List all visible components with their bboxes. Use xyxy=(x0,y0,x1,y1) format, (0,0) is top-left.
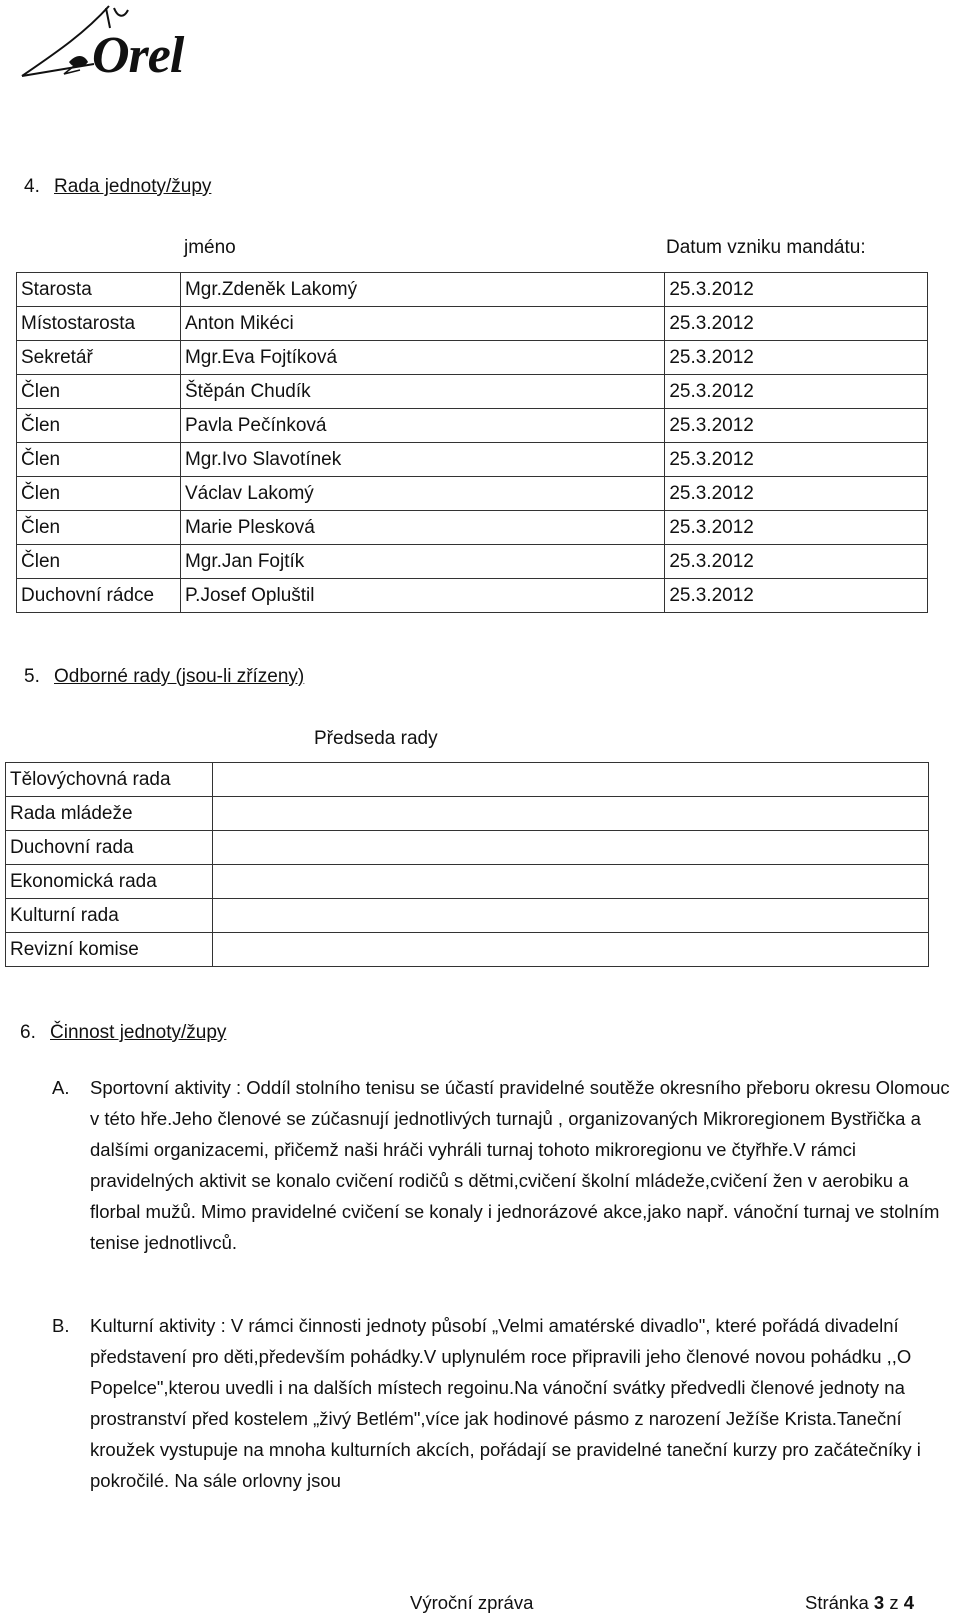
odborne-table xyxy=(5,762,929,967)
table-row xyxy=(17,375,928,409)
section-heading-odborne xyxy=(24,666,304,688)
cell-name: Mgr.Eva Fojtíková xyxy=(180,341,664,375)
table-row xyxy=(6,763,929,797)
cell-role: Člen xyxy=(17,409,181,443)
cell-role: Člen xyxy=(17,511,181,545)
cell-rada: Tělovýchovná rada xyxy=(6,763,213,797)
table-row xyxy=(6,865,929,899)
table-row xyxy=(17,341,928,375)
cell-date: 25.3.2012 xyxy=(665,443,928,477)
page-prefix: Stránka xyxy=(805,1592,869,1613)
cell-date: 25.3.2012 xyxy=(665,579,928,613)
cell-name: P.Josef Opluštil xyxy=(180,579,664,613)
cell-date: 25.3.2012 xyxy=(665,341,928,375)
page-number xyxy=(805,1592,914,1614)
table-row xyxy=(17,307,928,341)
cell-date: 25.3.2012 xyxy=(665,409,928,443)
cell-predseda xyxy=(212,763,928,797)
cell-role: Člen xyxy=(17,545,181,579)
orel-logo xyxy=(14,4,264,84)
activity-text: Sportovní aktivity : Oddíl stolního tenisu se účastí pravidelné soutěže okresního přeboru okresu Olomouc v této hře.Jeho členové se zúčasnují jednotlivých turnajů , organizovaných Mikroregionem Bystřička a dalšími organizacemi, přičemž naši hráči vyhráli turnaj tohoto mikroregionu ve čtyřhře.V rámci pravidelných aktivit se konalo cvičení rodičů s dětmi,cvičení školní mládeže,cvičení žen v aerobiku a florbal mužů. Mimo pravidelné cvičení se konaly i jednorázové akce,jako např. vánoční turnaj ve stolním tenise jednotlivců. xyxy=(90,1077,950,1253)
section-title: Činnost jednoty/župy xyxy=(50,1022,227,1043)
cell-name: Anton Mikéci xyxy=(180,307,664,341)
activity-label: A. xyxy=(52,1077,70,1098)
section-heading-cinnost xyxy=(20,1022,226,1044)
cell-role: Člen xyxy=(17,375,181,409)
table-row xyxy=(17,579,928,613)
cell-name: Mgr.Jan Fojtík xyxy=(180,545,664,579)
logo-wordmark: Orel xyxy=(92,27,184,84)
column-header-name: jméno xyxy=(184,237,236,258)
cell-date: 25.3.2012 xyxy=(665,375,928,409)
cell-rada: Ekonomická rada xyxy=(6,865,213,899)
table-row xyxy=(17,409,928,443)
cell-predseda xyxy=(212,933,928,967)
table-row xyxy=(6,797,929,831)
footer-title: Výroční zpráva xyxy=(410,1592,534,1613)
cell-name: Václav Lakomý xyxy=(180,477,664,511)
cell-name: Mgr.Ivo Slavotínek xyxy=(180,443,664,477)
cell-rada: Kulturní rada xyxy=(6,899,213,933)
cell-role: Starosta xyxy=(17,273,181,307)
activity-a xyxy=(52,1072,952,1258)
cell-date: 25.3.2012 xyxy=(665,545,928,579)
cell-name: Štěpán Chudík xyxy=(180,375,664,409)
cell-role: Sekretář xyxy=(17,341,181,375)
table-row xyxy=(17,443,928,477)
table-row xyxy=(17,545,928,579)
rada-table xyxy=(16,272,928,613)
section-title: Rada jednoty/župy xyxy=(54,176,212,197)
section-title: Odborné rady (jsou-li zřízeny) xyxy=(54,666,305,687)
cell-predseda xyxy=(212,831,928,865)
cell-role: Místostarosta xyxy=(17,307,181,341)
section-number: 4. xyxy=(24,176,40,197)
cell-date: 25.3.2012 xyxy=(665,477,928,511)
page-total: 4 xyxy=(903,1592,915,1613)
cell-role: Člen xyxy=(17,477,181,511)
cell-role: Člen xyxy=(17,443,181,477)
cell-date: 25.3.2012 xyxy=(665,273,928,307)
cell-rada: Revizní komise xyxy=(6,933,213,967)
activity-label: B. xyxy=(52,1315,70,1336)
column-header-date: Datum vzniku mandátu: xyxy=(666,237,866,258)
activity-b xyxy=(52,1310,952,1496)
page-separator: z xyxy=(889,1592,899,1613)
column-header-predseda: Předseda rady xyxy=(314,728,438,749)
cell-date: 25.3.2012 xyxy=(665,511,928,545)
cell-predseda xyxy=(212,797,928,831)
section-number: 5. xyxy=(24,666,40,687)
table-row xyxy=(6,933,929,967)
cell-name: Pavla Pečínková xyxy=(180,409,664,443)
cell-date: 25.3.2012 xyxy=(665,307,928,341)
page-current: 3 xyxy=(873,1592,885,1613)
table-row xyxy=(6,831,929,865)
table-row xyxy=(17,477,928,511)
cell-predseda xyxy=(212,899,928,933)
section-number: 6. xyxy=(20,1022,36,1043)
cell-rada: Duchovní rada xyxy=(6,831,213,865)
cell-name: Mgr.Zdeněk Lakomý xyxy=(180,273,664,307)
section-heading-rada xyxy=(24,176,211,198)
cell-role: Duchovní rádce xyxy=(17,579,181,613)
cell-rada: Rada mládeže xyxy=(6,797,213,831)
cell-name: Marie Plesková xyxy=(180,511,664,545)
table-row xyxy=(6,899,929,933)
table-row xyxy=(17,273,928,307)
table-row xyxy=(17,511,928,545)
cell-predseda xyxy=(212,865,928,899)
activity-text: Kulturní aktivity : V rámci činnosti jednoty působí „Velmi amatérské divadlo", které pořádá divadelní představení pro děti,především pohádky.V uplynulém roce připravili jeho členové novou pohádku ,,O Popelce",kterou uvedli i na dalších místech regoinu.Na vánoční svátky předvedli členové jednoty na prostranství před kostelem „živý Betlém",více jak hodinové pásmo z narození Ježíše Krista.Taneční kroužek vystupuje na mnoha kulturních akcích, pořádají se pravidelné taneční kurzy pro začátečníky i pokročilé. Na sále orlovny jsou xyxy=(90,1315,921,1491)
